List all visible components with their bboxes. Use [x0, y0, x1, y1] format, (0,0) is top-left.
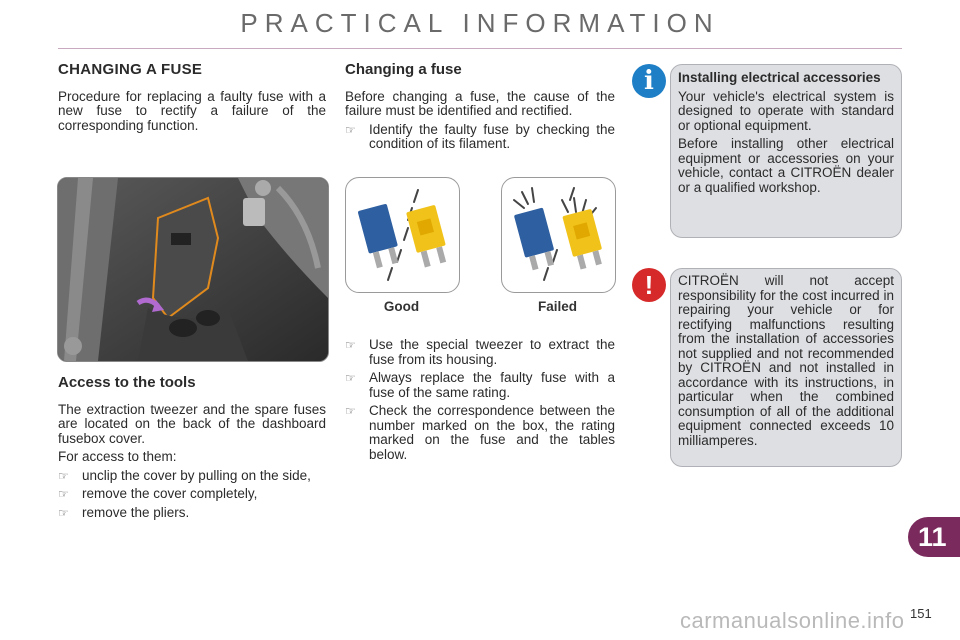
- info-box-paragraph-2: Before installing other electrical equipment or accessories on your vehicle, contact a CITROËN dealer or a qualified workshop.: [678, 136, 894, 195]
- access-bullet-2-text: remove the cover completely,: [82, 486, 258, 501]
- access-bullet-2: [58, 487, 326, 502]
- access-bullet-3: [58, 506, 326, 521]
- intro-paragraph: Procedure for replacing a faulty fuse with a new fuse to rectify a failure of the corresponding function.: [58, 88, 326, 133]
- watermark-text: carmanualsonline.info: [680, 608, 905, 633]
- access-paragraph-2: For access to them:: [58, 449, 177, 464]
- access-bullet-3-text: remove the pliers.: [82, 504, 190, 520]
- changing-bullet-replace: [345, 371, 615, 400]
- pointing-hand-icon: ☞: [345, 404, 356, 418]
- access-bullet-1-text: unclip the cover by pulling on the side,: [82, 467, 311, 483]
- fuse-good-illustration: [345, 177, 460, 293]
- pointing-hand-icon: ☞: [345, 371, 356, 385]
- access-bullet-1: [58, 469, 326, 484]
- exclamation-icon: !: [632, 268, 666, 302]
- warning-box-paragraph: CITROËN will not accept responsibility for the cost incurred in repairing your vehicle or for rectifying malfunctions resulting from the installation of accessories not supplied and not recommended by CITROËN and not installed in accordance with its instructions, in particular when the combined consumption of all of the additional equipment connected exceeds 10 milliamperes.: [678, 273, 894, 448]
- info-icon: i: [632, 64, 666, 98]
- page-number: 151: [910, 606, 932, 621]
- section-title-changing-a-fuse-steps: Changing a fuse: [345, 61, 462, 78]
- info-box-paragraph-1: Your vehicle's electrical system is designed to operate with standard or optional equipment.: [678, 88, 894, 133]
- column-changing-a-fuse: [58, 63, 326, 137]
- fuse-failed-illustration: [501, 177, 616, 293]
- pointing-hand-icon: ☞: [58, 468, 69, 483]
- changing-bullet-check-text: Check the correspondence between the number marked on the box, the rating marked on the fuse and the tables below.: [369, 403, 615, 462]
- changing-bullet-identify-text: Identify the faulty fuse by checking the condition of its filament.: [369, 121, 615, 151]
- changing-paragraph-1: Before changing a fuse, the cause of the failure must be identified and rectified.: [345, 88, 615, 118]
- pointing-hand-icon: ☞: [58, 487, 69, 501]
- changing-bullet-check: [345, 404, 615, 462]
- section-title-changing-a-fuse: CHANGING A FUSE: [58, 61, 203, 78]
- pointing-hand-icon: ☞: [345, 338, 356, 352]
- info-box-electrical-accessories: [670, 64, 902, 238]
- fuse-good-label: Good: [383, 299, 420, 314]
- section-title-access-to-tools: Access to the tools: [58, 374, 196, 391]
- column-changing-a-fuse-steps: [345, 63, 615, 156]
- page-header-title: PRACTICAL INFORMATION: [240, 8, 720, 38]
- dashboard-fusebox-photo: [57, 177, 329, 362]
- column-access-to-tools: [58, 376, 326, 524]
- column-changing-steps-2: [345, 338, 615, 466]
- changing-bullet-extract-text: Use the special tweezer to extract the fuse from its housing.: [369, 337, 615, 367]
- info-box-title: Installing electrical accessories: [678, 70, 881, 85]
- access-paragraph-1: The extraction tweezer and the spare fuses are located on the back of the dashboard fusebox cover.: [58, 401, 326, 446]
- chapter-number-tab: 11: [908, 517, 960, 557]
- warning-box-liability: [670, 268, 902, 467]
- fuse-failed-label: Failed: [537, 299, 577, 314]
- changing-bullet-extract: [345, 338, 615, 367]
- changing-bullet-replace-text: Always replace the faulty fuse with a fuse of the same rating.: [369, 370, 615, 400]
- changing-bullet-identify: [345, 123, 615, 152]
- pointing-hand-icon: ☞: [58, 505, 69, 520]
- header-divider: [58, 48, 902, 49]
- pointing-hand-icon: ☞: [345, 122, 356, 137]
